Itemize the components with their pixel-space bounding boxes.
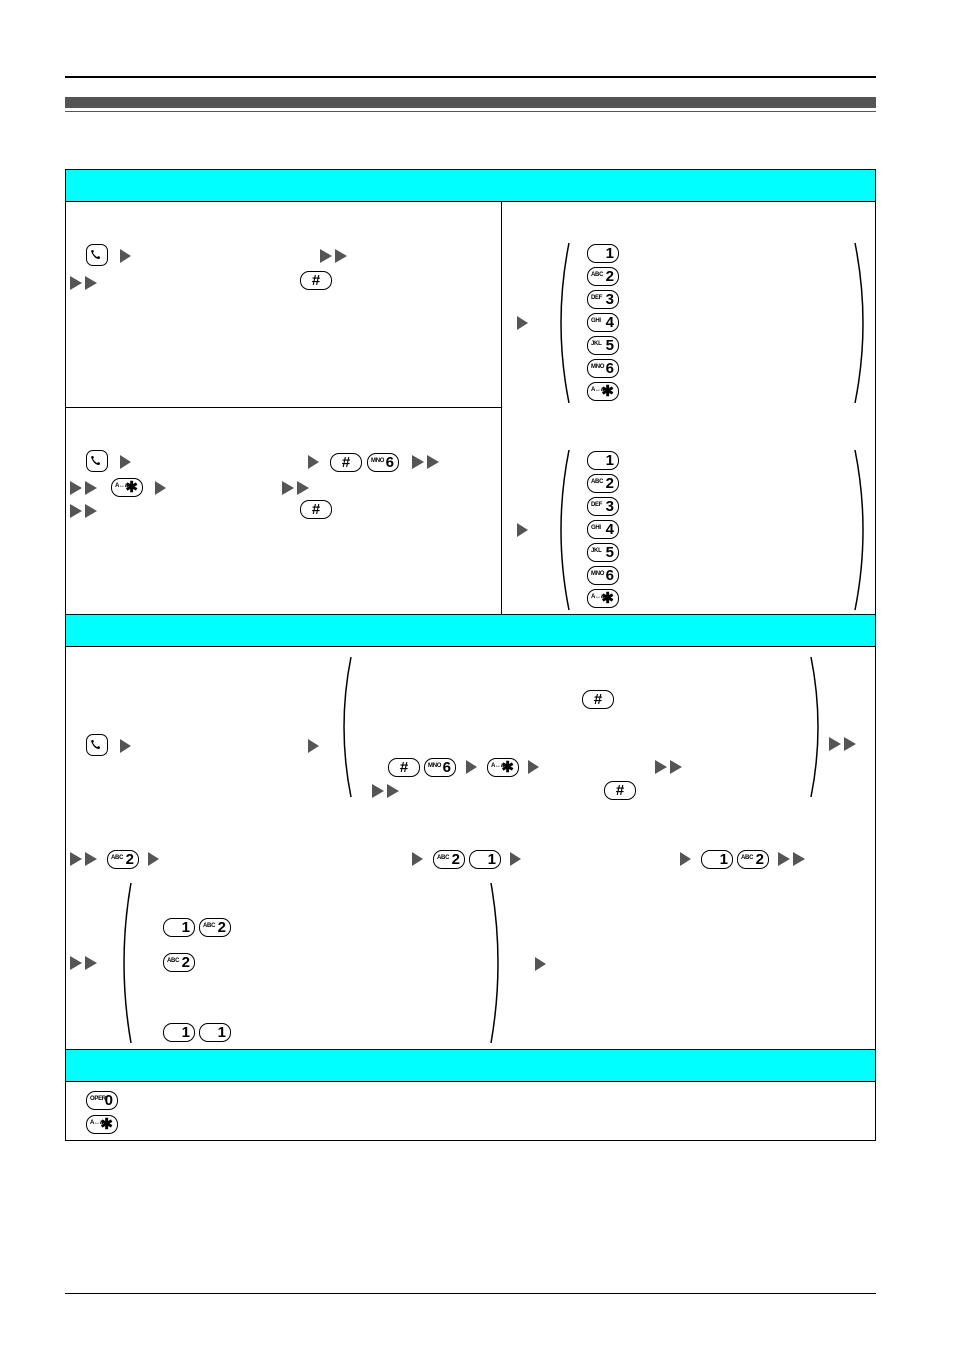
hash-key[interactable]	[300, 271, 332, 290]
key-abc2[interactable]	[107, 850, 139, 869]
double-arrow-icon	[372, 784, 402, 798]
aa-label: A↔a	[90, 1120, 103, 1126]
title-underline	[65, 111, 876, 112]
key-abc2[interactable]	[163, 953, 195, 972]
aa-label: A↔a	[491, 763, 504, 769]
key-ghi4[interactable]	[587, 520, 619, 539]
arrow-icon	[148, 852, 159, 866]
arrow-icon	[120, 455, 131, 469]
star-label: ✱	[125, 479, 138, 496]
key-def3[interactable]	[587, 497, 619, 516]
right-bracket	[852, 242, 872, 404]
zero-label: 0	[104, 1092, 113, 1109]
star-key[interactable]	[111, 478, 143, 497]
left-bracket	[116, 882, 134, 1044]
oper-label: OPER	[90, 1096, 106, 1102]
jkl-label: JKL	[591, 341, 602, 347]
star-label: ✱	[601, 590, 614, 607]
abc-label: ABC	[167, 958, 180, 964]
aa-label: A↔a	[115, 483, 128, 489]
hash-label: #	[311, 501, 321, 518]
three-label: 3	[605, 498, 614, 515]
mno6-key[interactable]	[367, 453, 399, 472]
hash-key[interactable]	[582, 690, 614, 709]
section-2-body	[65, 646, 876, 1050]
two-label: 2	[125, 851, 134, 868]
key-jkl5[interactable]	[587, 543, 619, 562]
section-3-body	[65, 1081, 876, 1141]
double-arrow-icon	[70, 504, 100, 518]
oper0-key[interactable]	[86, 1091, 118, 1110]
mno-label: MNO	[591, 571, 605, 577]
key-abc2[interactable]	[433, 850, 465, 869]
six-label: 6	[605, 360, 614, 377]
four-label: 4	[605, 521, 614, 538]
key-def3[interactable]	[587, 290, 619, 309]
double-arrow-icon	[70, 852, 100, 866]
key-1[interactable]	[701, 850, 733, 869]
jkl-label: JKL	[591, 548, 602, 554]
hash-label: #	[341, 454, 351, 471]
key-star[interactable]	[587, 589, 619, 608]
arrow-icon	[466, 760, 477, 774]
arrow-icon	[510, 852, 521, 866]
right-bracket	[488, 882, 506, 1044]
section-1-divider	[501, 201, 502, 615]
double-arrow-icon	[320, 249, 350, 263]
arrow-icon	[155, 481, 166, 495]
arrow-icon	[517, 523, 528, 537]
abc-label: ABC	[203, 923, 216, 929]
double-arrow-icon	[829, 737, 859, 751]
key-ghi4[interactable]	[587, 313, 619, 332]
left-bracket	[336, 656, 354, 798]
hash-key[interactable]	[604, 781, 636, 800]
key-mno6[interactable]	[587, 359, 619, 378]
aa-label: A↔a	[591, 594, 604, 600]
star-key[interactable]	[86, 1115, 118, 1134]
one-label: 1	[719, 851, 728, 868]
left-bracket	[552, 242, 572, 404]
two-label: 2	[181, 954, 190, 971]
six-label: 6	[605, 567, 614, 584]
arrow-icon	[308, 739, 319, 753]
arrow-icon	[535, 957, 546, 971]
five-label: 5	[605, 544, 614, 561]
arrow-icon	[120, 739, 131, 753]
hash-label: #	[399, 759, 409, 776]
abc-label: ABC	[437, 855, 450, 861]
arrow-icon	[308, 455, 319, 469]
mno-label: MNO	[428, 763, 442, 769]
double-arrow-icon	[282, 481, 312, 495]
star-label: ✱	[501, 759, 514, 776]
one-label: 1	[605, 245, 614, 262]
two-label: 2	[605, 475, 614, 492]
mno-label: MNO	[371, 458, 385, 464]
double-arrow-icon	[412, 455, 442, 469]
arrow-icon	[680, 852, 691, 866]
abc-label: ABC	[591, 479, 604, 485]
talk-key-icon[interactable]	[86, 244, 108, 266]
abc-label: ABC	[741, 855, 754, 861]
section-1-row-divider	[65, 407, 502, 408]
star-label: ✱	[601, 383, 614, 400]
two-label: 2	[451, 851, 460, 868]
bottom-rule	[65, 1293, 876, 1294]
section-1-body	[65, 201, 876, 615]
hash-key[interactable]	[300, 500, 332, 519]
four-label: 4	[605, 314, 614, 331]
key-mno6[interactable]	[587, 566, 619, 585]
star-key[interactable]	[487, 758, 519, 777]
key-star[interactable]	[587, 382, 619, 401]
one-label: 1	[181, 919, 190, 936]
arrow-icon	[412, 852, 423, 866]
abc-label: ABC	[111, 855, 124, 861]
left-bracket	[552, 449, 572, 611]
hash-key[interactable]	[330, 453, 362, 472]
one-label: 1	[605, 452, 614, 469]
ghi-label: GHI	[591, 318, 601, 324]
arrow-icon	[517, 316, 528, 330]
five-label: 5	[605, 337, 614, 354]
one-label: 1	[487, 851, 496, 868]
aa-label: A↔a	[591, 387, 604, 393]
two-label: 2	[755, 851, 764, 868]
double-arrow-icon	[70, 956, 100, 970]
ghi-label: GHI	[591, 525, 601, 531]
top-rule	[65, 76, 876, 78]
double-arrow-icon	[778, 852, 808, 866]
section-header-3	[65, 1049, 876, 1082]
key-abc2[interactable]	[587, 474, 619, 493]
abc-label: ABC	[591, 272, 604, 278]
key-1[interactable]	[163, 918, 195, 937]
mno-label: MNO	[591, 364, 605, 370]
two-label: 2	[605, 268, 614, 285]
section-header-1	[65, 169, 876, 202]
key-abc2[interactable]	[587, 267, 619, 286]
hash-label: #	[593, 691, 603, 708]
one-label: 1	[217, 1024, 226, 1041]
arrow-icon	[120, 249, 131, 263]
mno6-key[interactable]	[424, 758, 456, 777]
key-1[interactable]	[199, 1023, 231, 1042]
two-label: 2	[217, 919, 226, 936]
section-header-2	[65, 614, 876, 647]
right-bracket	[808, 656, 826, 798]
double-arrow-icon	[70, 481, 100, 495]
right-bracket	[852, 449, 872, 611]
talk-key-icon[interactable]	[86, 734, 108, 756]
one-label: 1	[181, 1024, 190, 1041]
def-label: DEF	[591, 295, 603, 301]
hash-label: #	[311, 272, 321, 289]
six-label: 6	[442, 759, 451, 776]
key-1[interactable]	[587, 451, 619, 470]
double-arrow-icon	[70, 276, 100, 290]
key-jkl5[interactable]	[587, 336, 619, 355]
three-label: 3	[605, 291, 614, 308]
hash-label: #	[615, 782, 625, 799]
hash-key[interactable]	[388, 758, 420, 777]
six-label: 6	[385, 454, 394, 471]
star-label: ✱	[100, 1116, 113, 1133]
key-1[interactable]	[469, 850, 501, 869]
title-bar	[65, 97, 876, 108]
key-abc2[interactable]	[199, 918, 231, 937]
key-abc2[interactable]	[737, 850, 769, 869]
key-1[interactable]	[587, 244, 619, 263]
talk-key-icon[interactable]	[86, 450, 108, 472]
def-label: DEF	[591, 502, 603, 508]
double-arrow-icon	[655, 760, 685, 774]
key-1[interactable]	[163, 1023, 195, 1042]
arrow-icon	[528, 760, 539, 774]
